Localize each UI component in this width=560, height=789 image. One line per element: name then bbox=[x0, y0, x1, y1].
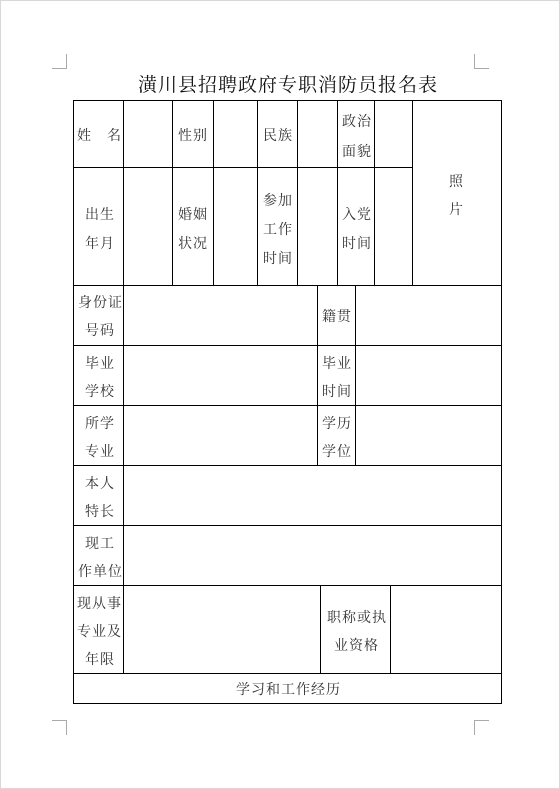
employer-label-line1: 现工 bbox=[85, 536, 115, 552]
work-start-field[interactable] bbox=[297, 167, 338, 286]
ethnicity-field[interactable] bbox=[297, 100, 338, 168]
experience-header: 学习和工作经历 bbox=[236, 682, 341, 698]
degree-label-line2: 学位 bbox=[322, 444, 352, 460]
current-work-label-line2: 专业及 bbox=[77, 624, 122, 640]
school-label-line2: 学校 bbox=[85, 384, 115, 400]
school-field[interactable] bbox=[123, 345, 318, 406]
crop-mark-bottom-left bbox=[52, 720, 67, 735]
ethnicity-label: 民族 bbox=[263, 128, 293, 144]
political-field[interactable] bbox=[374, 100, 413, 168]
political-label-line2: 面貌 bbox=[342, 144, 372, 160]
id-label-line2: 号码 bbox=[85, 323, 115, 339]
work-start-label-line2: 工作 bbox=[263, 222, 293, 238]
major-label-line2: 专业 bbox=[85, 444, 115, 460]
work-start-label-cell bbox=[257, 167, 298, 286]
degree-field[interactable] bbox=[355, 405, 502, 466]
birth-field[interactable] bbox=[123, 167, 173, 286]
school-label-line1: 毕业 bbox=[85, 356, 115, 372]
party-field[interactable] bbox=[374, 167, 413, 286]
degree-label-line1: 学历 bbox=[322, 416, 352, 432]
major-label-line1: 所学 bbox=[85, 416, 115, 432]
political-label-cell bbox=[337, 100, 375, 168]
form-title: 潢川县招聘政府专职消防员报名表 bbox=[137, 74, 438, 96]
work-start-label-line1: 参加 bbox=[263, 193, 293, 209]
native-place-field[interactable] bbox=[355, 285, 502, 346]
employer-field[interactable] bbox=[123, 525, 502, 586]
name-field[interactable] bbox=[123, 100, 173, 168]
certification-label-line1: 职称或执 bbox=[327, 610, 387, 626]
id-number-field[interactable] bbox=[123, 285, 318, 346]
party-label-cell bbox=[337, 167, 375, 286]
school-label-cell bbox=[73, 345, 124, 406]
marital-field[interactable] bbox=[213, 167, 258, 286]
certification-label-line2: 业资格 bbox=[334, 638, 379, 654]
photo-label-line2: 片 bbox=[449, 202, 464, 218]
current-work-label-line3: 年限 bbox=[85, 652, 115, 668]
degree-label-cell bbox=[317, 405, 356, 466]
graduation-time-label-line1: 毕业 bbox=[322, 356, 352, 372]
gender-label-cell bbox=[172, 100, 214, 168]
current-work-label-line1: 现从事 bbox=[77, 596, 122, 612]
major-label-cell bbox=[73, 405, 124, 466]
birth-label-line2: 年月 bbox=[85, 236, 115, 252]
marital-label-line2: 状况 bbox=[178, 236, 208, 252]
id-label-cell bbox=[73, 285, 124, 346]
gender-label: 性别 bbox=[178, 128, 208, 144]
name-label: 姓 名 bbox=[77, 128, 122, 144]
native-place-label: 籍贯 bbox=[322, 309, 352, 325]
marital-label-cell bbox=[172, 167, 214, 286]
experience-header-cell bbox=[73, 673, 502, 704]
political-label-line1: 政治 bbox=[342, 114, 372, 130]
skills-label-line2: 特长 bbox=[85, 504, 115, 520]
current-work-label-cell bbox=[73, 585, 124, 674]
name-label-cell bbox=[73, 100, 124, 168]
marital-label-line1: 婚姻 bbox=[178, 207, 208, 223]
birth-label-cell bbox=[73, 167, 124, 286]
work-start-label-line3: 时间 bbox=[263, 251, 293, 267]
skills-field[interactable] bbox=[123, 465, 502, 526]
graduation-time-field[interactable] bbox=[355, 345, 502, 406]
id-label-line1: 身份证 bbox=[78, 295, 123, 311]
crop-mark-bottom-right bbox=[474, 720, 489, 735]
native-place-label-cell bbox=[317, 285, 356, 346]
skills-label-cell bbox=[73, 465, 124, 526]
skills-label-line1: 本人 bbox=[85, 476, 115, 492]
gender-field[interactable] bbox=[213, 100, 258, 168]
photo-label-line1: 照 bbox=[449, 174, 464, 190]
crop-mark-top-right bbox=[474, 54, 489, 69]
graduation-time-label-line2: 时间 bbox=[322, 384, 352, 400]
birth-label-line1: 出生 bbox=[85, 207, 115, 223]
major-field[interactable] bbox=[123, 405, 318, 466]
certification-label-cell bbox=[320, 585, 391, 674]
certification-field[interactable] bbox=[390, 585, 502, 674]
graduation-time-label-cell bbox=[317, 345, 356, 406]
party-label-line2: 时间 bbox=[342, 236, 372, 252]
photo-cell[interactable] bbox=[412, 100, 502, 286]
employer-label-line2: 作单位 bbox=[78, 564, 123, 580]
current-work-field[interactable] bbox=[123, 585, 321, 674]
party-label-line1: 入党 bbox=[342, 207, 372, 223]
ethnicity-label-cell bbox=[257, 100, 298, 168]
crop-mark-top-left bbox=[52, 54, 67, 69]
employer-label-cell bbox=[73, 525, 124, 586]
